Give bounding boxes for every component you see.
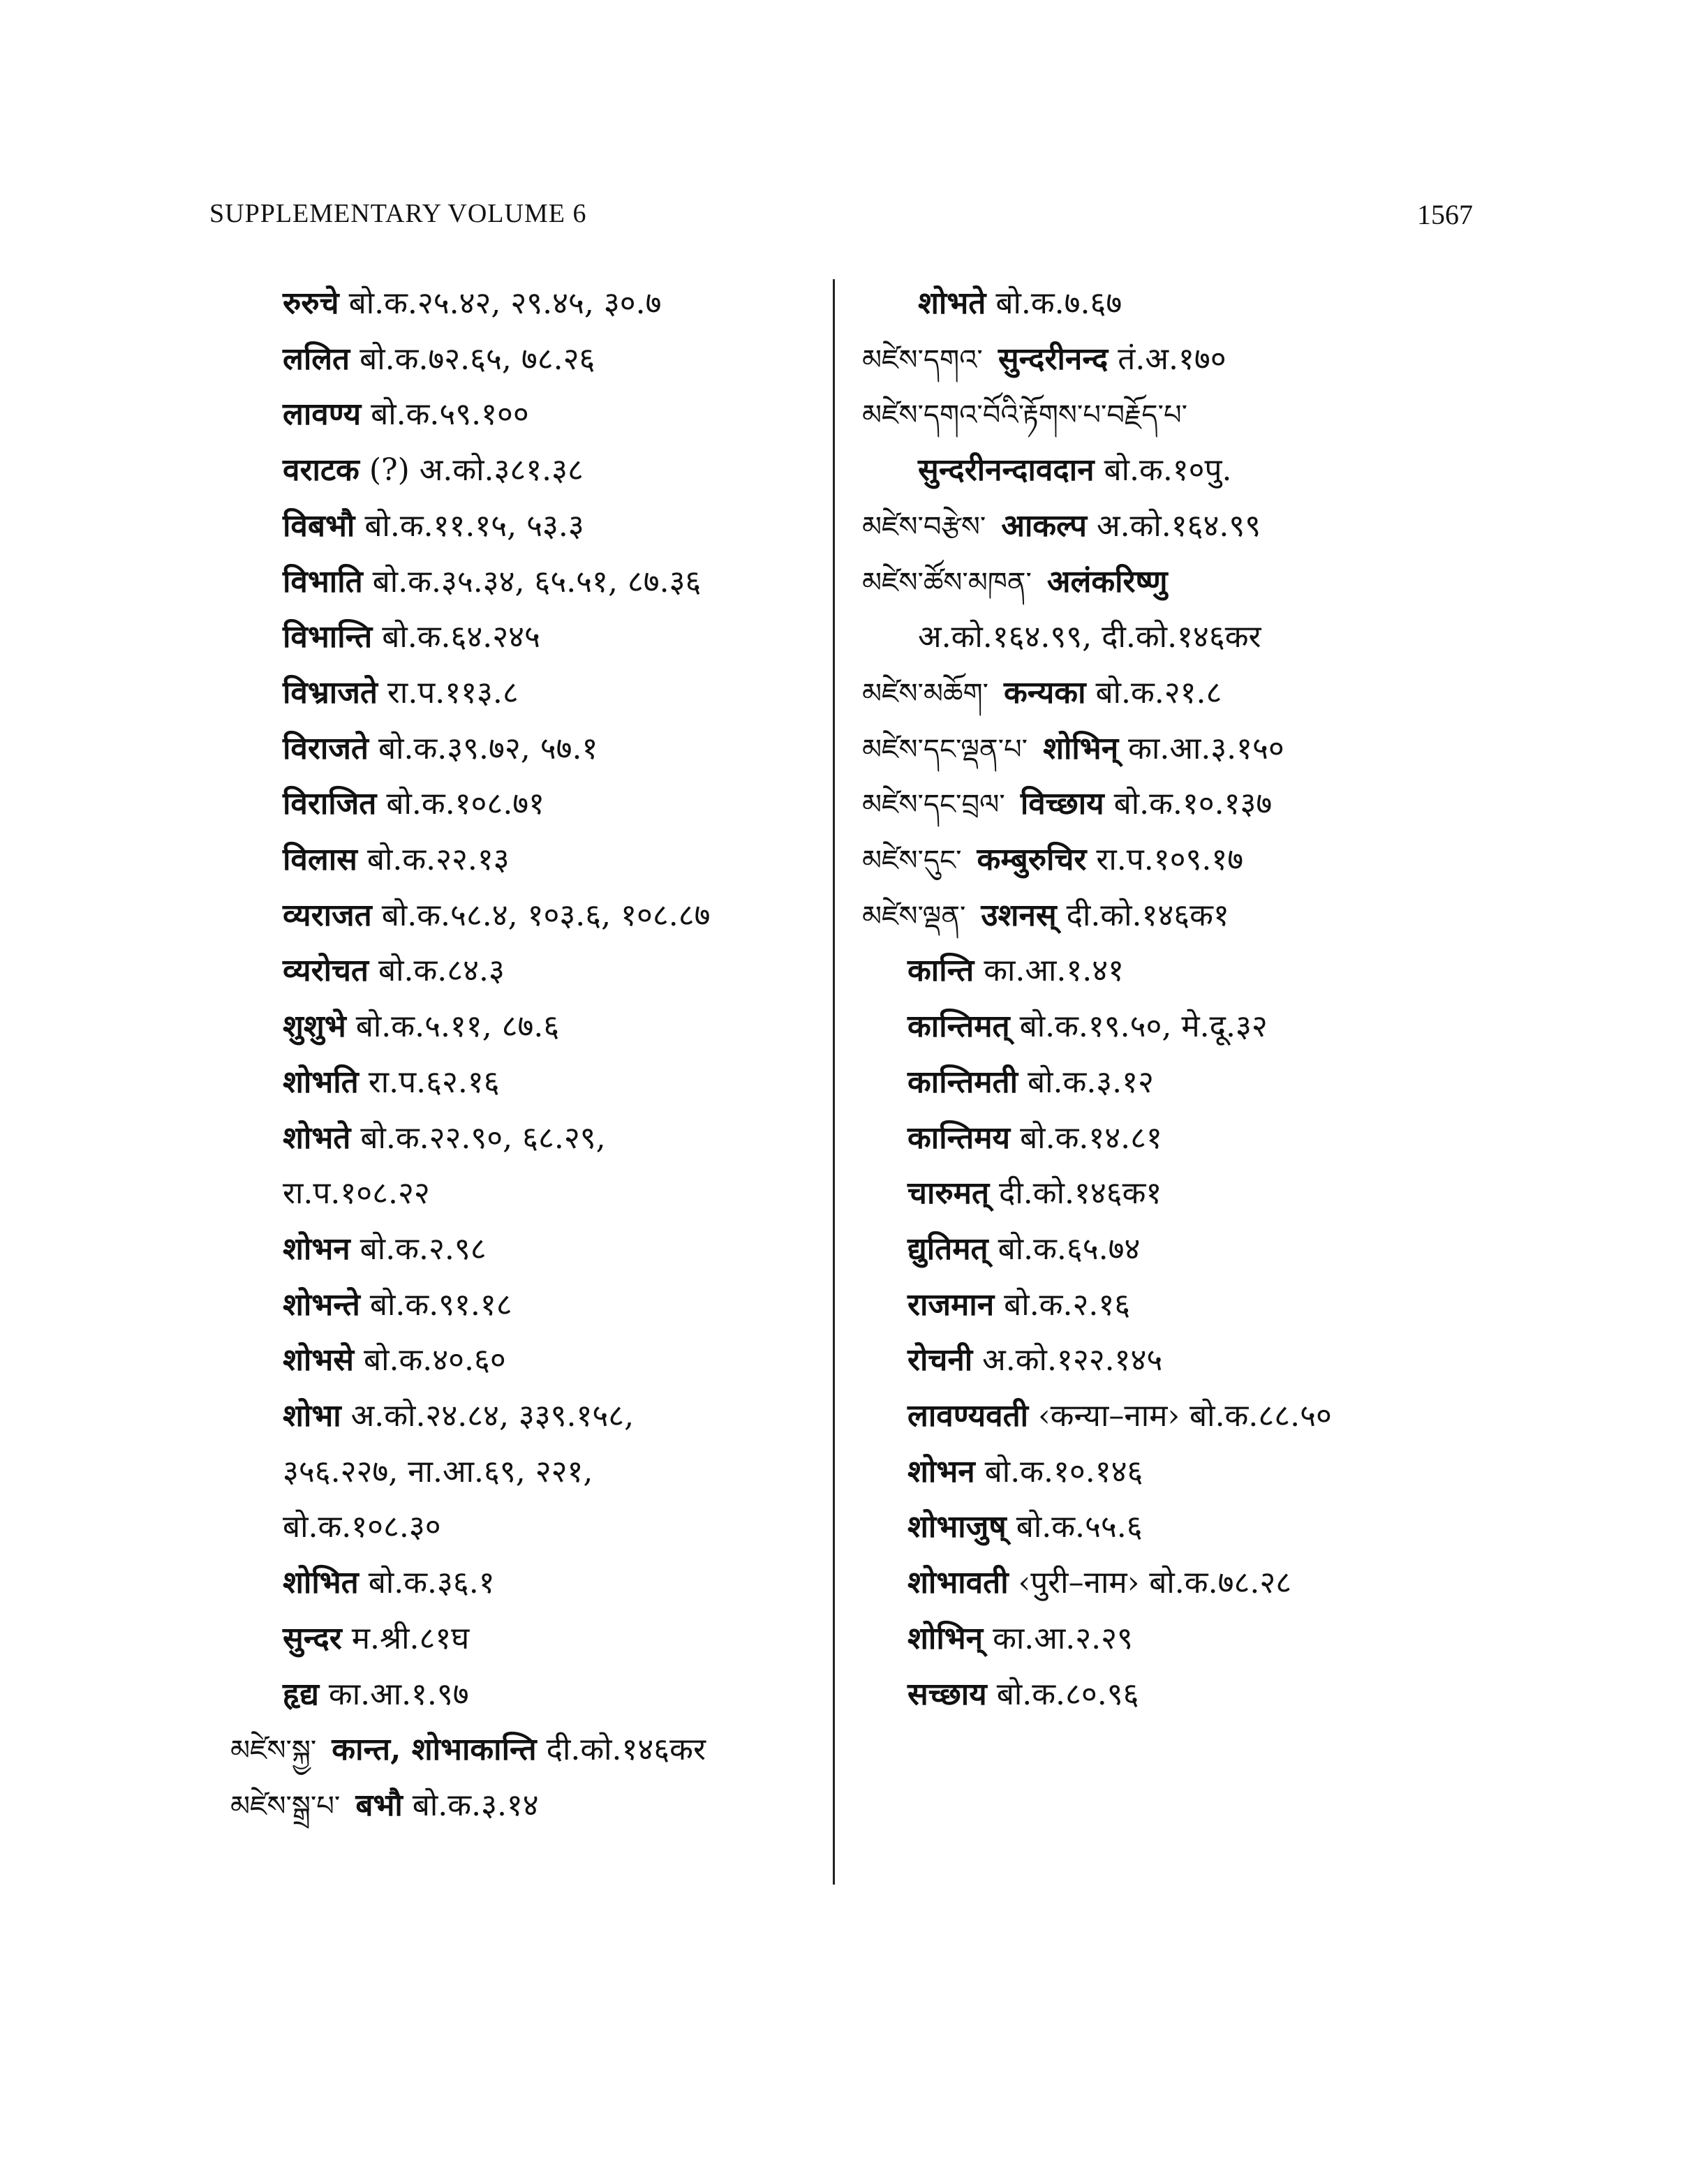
headword: शोभन xyxy=(283,1231,350,1267)
dictionary-entry xyxy=(230,1785,539,1827)
dictionary-entry xyxy=(283,1228,487,1270)
tibetan-term: མཛེས་སྒྲ་པ་ xyxy=(230,1790,341,1822)
dictionary-entry xyxy=(907,1228,1140,1270)
headword: शोभाजुष् xyxy=(907,1509,1007,1545)
headword: शोभिन् xyxy=(1043,730,1119,766)
headword: शोभावती xyxy=(907,1565,1009,1601)
headword: व्यराजत xyxy=(283,897,372,933)
headword: विच्छाय xyxy=(1020,786,1104,822)
dictionary-entry xyxy=(918,283,1122,325)
tibetan-term: མཛེས་སྐྱ་ xyxy=(230,1734,317,1767)
headword: सुन्दरीनन्द xyxy=(998,341,1109,377)
dictionary-entry xyxy=(283,1674,469,1716)
dictionary-entry xyxy=(283,1006,559,1048)
reference: रा.प.१०८.२२ xyxy=(283,1175,430,1212)
headword: सच्छाय xyxy=(907,1676,987,1712)
dictionary-entry xyxy=(907,1284,1130,1326)
headword: शोभन्ते xyxy=(283,1286,360,1323)
reference: बो.क.५८.४, १०३.६, १०८.८७ xyxy=(381,897,711,933)
dictionary-entry xyxy=(907,1339,1162,1381)
reference: बो.क.१९.५०, मे.दू.३२ xyxy=(1019,1009,1268,1045)
reference: बो.क.१०.१३७ xyxy=(1113,786,1273,822)
reference: बो.क.१०पु. xyxy=(1104,452,1232,489)
reference: (?) अ.को.३८१.३८ xyxy=(369,452,584,489)
dictionary-entry xyxy=(862,895,1229,937)
dictionary-entry xyxy=(907,1395,1332,1437)
tibetan-term: མཛེས་དང་ལྡན་པ་ xyxy=(862,733,1028,766)
reference: बो.क.७२.६५, ७८.२६ xyxy=(360,341,595,377)
headword: शुशुभे xyxy=(283,1009,346,1045)
dictionary-entry xyxy=(283,672,519,714)
dictionary-entry xyxy=(862,839,1243,882)
headword: राजमान xyxy=(907,1286,995,1323)
reference: म.श्री.८१घ xyxy=(351,1620,470,1656)
headword: विभ्राजते xyxy=(283,674,378,711)
dictionary-entry xyxy=(283,1395,634,1437)
dictionary-entry xyxy=(283,283,661,325)
dictionary-entry xyxy=(862,339,1226,381)
dictionary-entry xyxy=(283,1173,430,1214)
dictionary-entry xyxy=(283,339,595,380)
reference: बो.क.९१.१८ xyxy=(369,1286,512,1323)
dictionary-entry xyxy=(862,561,1168,604)
reference: बो.क.३.१४ xyxy=(412,1787,539,1823)
reference: बो.क.३६.१ xyxy=(368,1565,495,1601)
headword: हृद्य xyxy=(283,1676,319,1712)
reference: बो.क.२५.४२, २९.४५, ३०.७ xyxy=(348,285,662,321)
headword: विभाति xyxy=(283,563,363,600)
reference: दी.को.१४६क१ xyxy=(999,1175,1162,1212)
reference: बो.क.७.६७ xyxy=(995,285,1122,321)
headword: कान्ति xyxy=(907,953,974,989)
headword: सुन्दर xyxy=(283,1620,342,1656)
dictionary-entry xyxy=(283,450,584,491)
reference: बो.क.८४.३ xyxy=(378,953,505,989)
headword: शोभा xyxy=(283,1398,341,1434)
headword: विबभौ xyxy=(283,507,355,544)
reference: बो.क.६५.७४ xyxy=(998,1231,1141,1267)
dictionary-entry xyxy=(283,505,584,547)
headword: कान्तिमती xyxy=(907,1064,1018,1100)
reference: बो.क.३९.७२, ५७.१ xyxy=(378,730,598,766)
reference: अ.को.१६४.९९ xyxy=(1096,507,1261,544)
headword: विराजित xyxy=(283,786,377,822)
dictionary-entry xyxy=(862,505,1261,548)
dictionary-entry xyxy=(907,1117,1162,1159)
page-header xyxy=(209,198,1473,240)
reference: बो.क.५५.६ xyxy=(1016,1509,1143,1545)
headword: शोभित xyxy=(283,1565,359,1601)
dictionary-entry xyxy=(918,450,1232,491)
dictionary-entry xyxy=(283,1562,495,1604)
dictionary-entry xyxy=(907,1006,1268,1048)
tibetan-term: མཛེས་དགའ་ xyxy=(862,343,983,376)
dictionary-entry xyxy=(283,783,544,825)
running-head: SUPPLEMENTARY VOLUME 6 xyxy=(209,199,587,228)
headword: आकल्प xyxy=(1001,507,1087,544)
tibetan-term: མཛེས་དང་བྲལ་ xyxy=(862,789,1005,822)
reference: बो.क.१०.१४६ xyxy=(984,1453,1143,1490)
dictionary-entry xyxy=(283,1506,441,1548)
dictionary-entry xyxy=(283,950,505,992)
headword: अलंकरिष्णु xyxy=(1046,563,1168,600)
reference: बो.क.५.११, ८७.६ xyxy=(355,1009,560,1045)
dictionary-entry xyxy=(283,895,710,937)
headword: लावण्य xyxy=(283,396,362,433)
headword: शोभन xyxy=(907,1453,975,1490)
reference: का.आ.१.९७ xyxy=(328,1676,469,1712)
dictionary-entry xyxy=(907,1618,1133,1660)
dictionary-entry xyxy=(283,728,598,770)
headword: रुरुचे xyxy=(283,285,339,321)
headword: सुन्दरीनन्दावदान xyxy=(918,452,1095,489)
dictionary-entry xyxy=(862,394,1203,436)
headword: कन्यका xyxy=(1004,674,1086,711)
reference: बो.क.८०.९६ xyxy=(996,1676,1139,1712)
reference: बो.क.३५.३४, ६५.५१, ८७.३६ xyxy=(372,563,702,600)
dictionary-entry xyxy=(907,1173,1162,1214)
reference: का.आ.२.२९ xyxy=(993,1620,1133,1656)
reference: बो.क.११.१५, ५३.३ xyxy=(364,507,584,544)
reference: बो.क.१०८.७१ xyxy=(386,786,545,822)
dictionary-entry xyxy=(907,950,1124,992)
headword: विभान्ति xyxy=(283,619,373,655)
headword: शोभते xyxy=(283,1120,351,1156)
reference: बो.क.२१.८ xyxy=(1095,674,1222,711)
tibetan-term: མཛེས་དགའ་བོའི་རྟོགས་པ་བརྗོད་པ་ xyxy=(862,399,1187,432)
headword: चारुमत् xyxy=(907,1175,990,1212)
reference: बो.क.२२.९०, ६८.२९, xyxy=(360,1120,606,1156)
dictionary-entry xyxy=(283,1451,593,1493)
headword: शोभते xyxy=(918,285,986,321)
reference: ३५६.२२७, ना.आ.६९, २२१, xyxy=(283,1453,593,1490)
dictionary-entry xyxy=(283,616,540,658)
headword: लावण्यवती xyxy=(907,1398,1029,1434)
reference: अ.को.१६४.९९, दी.को.१४६कर xyxy=(918,619,1261,655)
dictionary-entry xyxy=(862,728,1284,771)
dictionary-entry xyxy=(283,1117,606,1159)
reference: बो.क.६४.२४५ xyxy=(382,619,540,655)
reference: बो.क.२.१६ xyxy=(1004,1286,1131,1323)
dictionary-entry xyxy=(230,1729,706,1771)
reference: बो.क.१०८.३० xyxy=(283,1509,441,1545)
reference: दी.को.१४६क१ xyxy=(1066,897,1229,933)
dictionary-entry xyxy=(283,1339,506,1381)
reference: का.आ.१.४१ xyxy=(984,953,1124,989)
tibetan-term: མཛེས་མཆོག་ xyxy=(862,677,988,710)
headword: कम्बुरुचिर xyxy=(977,842,1087,877)
dictionary-entry xyxy=(283,561,701,603)
dictionary-entry xyxy=(907,1062,1154,1104)
headword: बभौ xyxy=(355,1787,403,1823)
reference: दी.को.१४६कर xyxy=(546,1732,706,1768)
dictionary-entry xyxy=(907,1674,1139,1716)
dictionary-entry xyxy=(907,1451,1143,1493)
headword: ललित xyxy=(283,341,350,377)
reference: बो.क.४०.६० xyxy=(364,1342,506,1379)
headword: कान्तिमत् xyxy=(907,1009,1010,1045)
reference: अ.को.२४.८४, ३३९.१५८, xyxy=(350,1398,635,1434)
headword: वराटक xyxy=(283,452,360,489)
reference: बो.क.२२.१३ xyxy=(366,842,510,877)
headword: कान्त, शोभाकान्ति xyxy=(332,1732,537,1768)
dictionary-entry xyxy=(283,839,510,881)
dictionary-entry xyxy=(283,394,529,436)
reference: का.आ.३.१५० xyxy=(1128,730,1284,766)
headword: शोभिन् xyxy=(907,1620,984,1656)
dictionary-entry xyxy=(283,1062,500,1104)
headword: व्यरोचत xyxy=(283,953,369,989)
page-number: 1567 xyxy=(1417,199,1473,230)
dictionary-entry xyxy=(283,1618,469,1660)
reference: रा.प.११३.८ xyxy=(387,674,519,711)
headword: कान्तिमय xyxy=(907,1120,1011,1156)
headword: शोभति xyxy=(283,1064,359,1100)
reference: अ.को.१२२.१४५ xyxy=(982,1342,1163,1379)
reference: ‹कन्या–नाम› बो.क.८८.५० xyxy=(1038,1398,1332,1434)
tibetan-term: མཛེས་ལྡན་ xyxy=(862,900,966,933)
tibetan-term: མཛེས་དུང་ xyxy=(862,845,962,877)
headword: विलास xyxy=(283,842,357,877)
reference: बो.क.१४.८१ xyxy=(1020,1120,1162,1156)
dictionary-entry xyxy=(862,672,1222,715)
headword: रोचनी xyxy=(907,1342,973,1379)
headword: द्युतिमत् xyxy=(907,1231,988,1267)
tibetan-term: མཛེས་ཚོས་མཁན་ xyxy=(862,566,1032,599)
tibetan-term: མཛེས་བརྩེས་ xyxy=(862,510,986,543)
reference: रा.प.१०९.१७ xyxy=(1096,842,1244,877)
reference: रा.प.६२.१६ xyxy=(368,1064,500,1100)
dictionary-entry xyxy=(918,616,1261,658)
dictionary-entry xyxy=(907,1562,1291,1604)
reference: ‹पुरी–नाम› बो.क.७८.२८ xyxy=(1018,1565,1292,1601)
dictionary-entry xyxy=(283,1284,512,1326)
dictionary-entry xyxy=(862,783,1272,826)
reference: बो.क.५९.१०० xyxy=(371,396,529,433)
reference: तं.अ.१७० xyxy=(1118,341,1226,377)
headword: उशनस् xyxy=(981,897,1057,933)
reference: बो.क.२.९८ xyxy=(360,1231,487,1267)
headword: शोभसे xyxy=(283,1342,354,1379)
dictionary-entry xyxy=(907,1506,1143,1548)
headword: विराजते xyxy=(283,730,369,766)
column-divider xyxy=(833,279,835,1885)
reference: बो.क.३.१२ xyxy=(1028,1064,1154,1100)
